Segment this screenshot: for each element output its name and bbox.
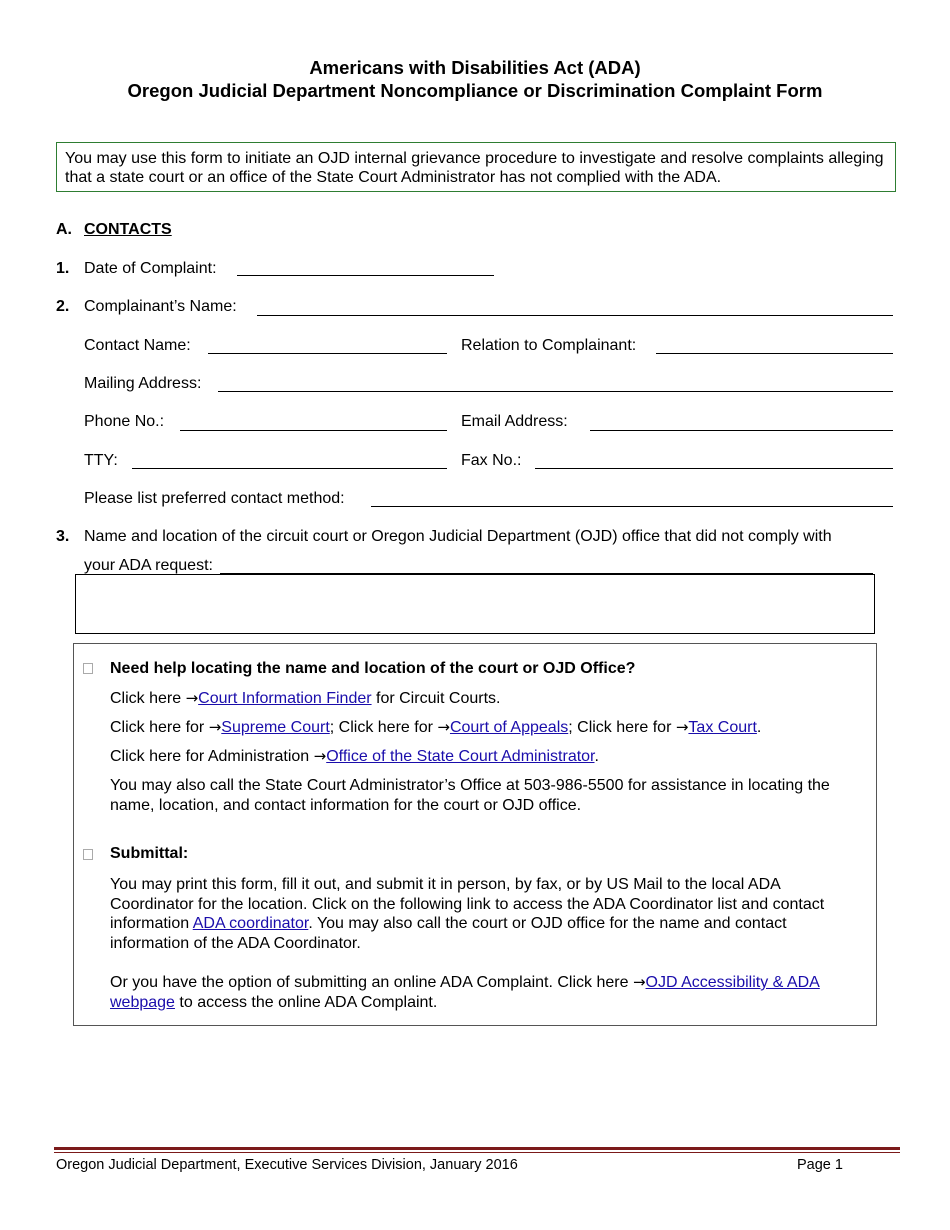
phone-label: Phone No.:: [84, 413, 165, 430]
date-of-complaint-label: Date of Complaint:: [84, 260, 217, 277]
date-of-complaint-field[interactable]: [237, 275, 494, 276]
email-field[interactable]: [590, 430, 893, 431]
relation-label: Relation to Complainant:: [461, 337, 637, 354]
submittal-p2-text: Or you have the option of submitting an online ADA Complaint. Click here: [110, 974, 633, 991]
help-row2-text2: ; Click here for: [329, 719, 438, 736]
form-title-line1: Americans with Disabilities Act (ADA): [309, 57, 641, 78]
contact-name-label: Contact Name:: [84, 337, 191, 354]
arrow-icon: →: [675, 718, 689, 736]
court-name-location-field[interactable]: [75, 574, 875, 634]
court-of-appeals-link[interactable]: Court of Appeals: [449, 719, 569, 736]
ojd-accessibility-link[interactable]: OJD Accessibility & ADA webpage: [110, 974, 820, 1011]
arrow-icon: →: [632, 973, 646, 991]
question-2-number: 2.: [56, 298, 70, 315]
submittal-checkbox[interactable]: [83, 849, 93, 860]
footer-rule: [54, 1147, 900, 1150]
arrow-icon: →: [208, 718, 222, 736]
section-title: CONTACTS: [84, 221, 172, 238]
page-number: Page 1: [797, 1157, 843, 1173]
help-heading: Need help locating the name and location of the court or OJD Office?: [110, 660, 636, 677]
intro-box: You may use this form to initiate an OJD internal grievance procedure to investigate and resolve complaints alleging that a state court or an office of the State Court Administrator has not complied with the ADA.: [56, 142, 896, 192]
footer-rule-thin: [54, 1152, 900, 1153]
question-3-line1: Name and location of the circuit court or Oregon Judicial Department (OJD) office that did not comply with: [84, 528, 832, 545]
form-title-line2: Oregon Judicial Department Noncompliance or Discrimination Complaint Form: [127, 80, 823, 101]
court-information-finder-link[interactable]: Court Information Finder: [198, 690, 372, 707]
complainant-name-field[interactable]: [257, 315, 893, 316]
submittal-paragraph-1: [110, 875, 860, 953]
help-row2-text1: Click here for: [110, 719, 209, 736]
email-label: Email Address:: [461, 413, 568, 430]
submittal-heading: Submittal:: [110, 845, 189, 862]
tty-label: TTY:: [84, 452, 118, 469]
help-call-text: You may also call the State Court Administrator’s Office at 503-986-5500 for assistance in locating the name, location, and contact information for the court or OJD office.: [110, 777, 830, 814]
phone-field[interactable]: [180, 430, 447, 431]
help-row2-suffix: .: [756, 719, 762, 736]
fax-label: Fax No.:: [461, 452, 522, 469]
mailing-address-field[interactable]: [218, 391, 893, 392]
submittal-p1-suffix: . You may also call the court or OJD office for the name and contact information of the ADA Coordinator.: [110, 915, 787, 952]
submittal-p1-text: You may print this form, fill it out, and submit it in person, by fax, or by US Mail to the local ADA Coordinator for the location. Click on the following link to access the ADA Coordinator list and contact information: [110, 876, 825, 932]
preferred-contact-field[interactable]: [371, 506, 893, 507]
help-row3-text: Click here for Administration: [110, 748, 314, 765]
complainant-name-label: Complainant’s Name:: [84, 298, 237, 315]
help-checkbox[interactable]: [83, 663, 93, 674]
section-letter: A.: [56, 221, 72, 238]
relation-field[interactable]: [656, 353, 893, 354]
help-row-courts: [110, 718, 761, 737]
arrow-icon: →: [437, 718, 450, 736]
help-row2-text3: ; Click here for: [568, 719, 676, 736]
submittal-paragraph-2: [110, 973, 860, 1012]
help-row1-text: Click here: [110, 690, 186, 707]
supreme-court-link[interactable]: Supreme Court: [221, 719, 330, 736]
tax-court-link[interactable]: Tax Court: [688, 719, 757, 736]
state-court-administrator-link[interactable]: Office of the State Court Administrator: [326, 748, 595, 765]
question-3-number: 3.: [56, 528, 70, 545]
help-row1-suffix: for Circuit Courts.: [371, 690, 501, 707]
arrow-icon: →: [313, 747, 327, 765]
help-row-court-finder: [110, 689, 500, 708]
mailing-address-label: Mailing Address:: [84, 375, 202, 392]
question-1-number: 1.: [56, 260, 70, 277]
help-row-administration: [110, 747, 599, 766]
preferred-contact-label: Please list preferred contact method:: [84, 490, 345, 507]
tty-field[interactable]: [132, 468, 447, 469]
fax-field[interactable]: [535, 468, 893, 469]
submittal-p2-suffix: to access the online ADA Complaint.: [174, 993, 438, 1011]
help-row3-suffix: .: [594, 748, 599, 765]
footer-left-text: Oregon Judicial Department, Executive Services Division, January 2016: [56, 1157, 518, 1173]
contact-name-field[interactable]: [208, 353, 447, 354]
ada-coordinator-link[interactable]: ADA coordinator: [192, 915, 309, 932]
arrow-icon: →: [185, 689, 199, 707]
question-3-line2: your ADA request:: [84, 557, 213, 574]
